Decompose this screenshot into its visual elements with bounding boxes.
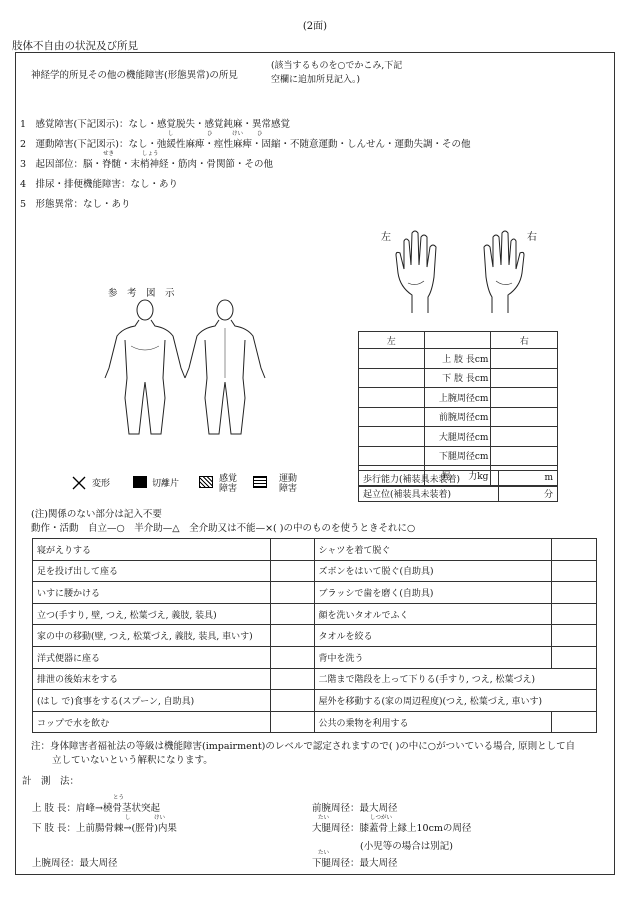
legend-label-motor-1: 運動 [279,474,298,484]
legend-label-motor-2: 障害 [279,484,298,494]
walking-table [358,470,558,502]
adl-activity: 寝がえりする [33,539,271,561]
finding-item-5: 5 形態異常：なし・あり [20,199,131,210]
page-number: (2面) [302,21,328,32]
black-box-icon [133,476,147,488]
table-row [33,560,597,582]
adl-activity: 立つ(手すり, 壁, つえ, 松葉づえ, 義肢, 装具) [33,603,271,625]
method-upper-limb: 上 肢 長：肩峰→橈骨茎状突起 [32,803,160,814]
adl-activity: 足を投げ出して座る [33,560,271,582]
method-upper-arm: 上腕周径：最大周径 [32,858,118,869]
walking-ability-label: 歩行能力(補装具未装着) [359,471,499,487]
adl-activity: ブラッシで歯を磨く(自助具) [314,582,552,604]
hands-diagram [390,225,530,317]
finding-item-4: 4 排尿・排便機能障害：なし・あり [20,179,179,190]
method-forearm: 前腕周径：最大周径 [312,803,398,814]
measurement-table [358,331,558,486]
adl-note-2: 動作・活動 自立—○ 半介助—△ 全介助又は不能—×( )の中のものを使うときそれに○ [31,523,416,534]
measurement-label: 下腿周径cm [424,446,491,466]
ruby-shou: しょう [142,151,159,157]
measurement-header-right: 右 [491,332,558,349]
legend-label-sensory-2: 障害 [219,484,238,494]
ruby-shi: し [168,131,174,137]
finding-item-3: 3 起因部位：脳・脊髄・末梢神経・筋肉・骨関節・その他 [20,159,274,170]
finding-item-1: 1 感覚障害(下記図示)：なし・感覚脱失・感覚鈍麻・異常感覚 [20,119,290,130]
adl-activity: 背中を洗う [314,646,552,668]
measurement-cell[interactable] [359,446,425,466]
adl-table [32,538,597,733]
measurement-cell[interactable] [359,407,425,427]
lines-box-icon [253,476,267,488]
legend-label-amputation: 切離片 [152,479,180,489]
adl-mark-cell[interactable] [270,560,314,582]
section-title: 肢体不自由の状況及び所見 [12,40,138,52]
measurement-cell[interactable] [491,446,558,466]
table-row [33,603,597,625]
ruby-kei-2: けい [154,815,166,821]
impairment-note-2: 立していないという解釈になります。 [52,755,213,766]
adl-mark-cell[interactable] [552,646,597,668]
figure-caption: 参 考 図 示 [108,288,175,299]
ruby-hi-2: ひ [257,131,263,137]
measurement-cell[interactable] [359,427,425,447]
measurement-label: 大腿周径cm [424,427,491,447]
adl-activity: 屋外を移動する(家の周辺程度)(つえ, 松葉づえ, 車いす) [314,690,597,712]
ruby-tou: とう [113,795,125,801]
adl-mark-cell[interactable] [552,560,597,582]
walking-ability-field[interactable]: m [498,471,557,487]
method-thigh: 大腿周径：膝蓋骨上縁上10cmの周径 [312,823,472,834]
measurement-label: 前腕周径cm [424,407,491,427]
measurement-label: 握 力kg [424,466,491,486]
adl-mark-cell[interactable] [270,690,314,712]
adl-mark-cell[interactable] [270,603,314,625]
ruby-kei: けい [232,131,244,137]
adl-activity: 顔を洗いタオルでふく [314,603,552,625]
adl-mark-cell[interactable] [270,668,314,690]
adl-mark-cell[interactable] [270,646,314,668]
method-title: 計 測 法： [22,776,80,787]
ruby-tai: たい [318,815,330,821]
ruby-seki: せき [103,151,115,157]
measurement-label: 下 肢 長cm [424,368,491,388]
adl-activity: 洋式便器に座る [33,646,271,668]
findings-instruction-1: (該当するものを○でかこみ,下記 [271,61,403,71]
findings-heading: 神経学的所見その他の機能障害(形態異常)の所見 [31,70,238,81]
method-lower-leg: 下腿周径：最大周径 [312,858,398,869]
measurement-cell[interactable] [359,388,425,408]
table-row [33,625,597,647]
adl-activity: タオルを絞る [314,625,552,647]
adl-mark-cell[interactable] [552,539,597,561]
adl-mark-cell[interactable] [270,625,314,647]
hand-right-label: 右 [527,232,537,243]
adl-mark-cell[interactable] [270,582,314,604]
ruby-shitsugai: しつがい [370,815,393,821]
adl-activity: いすに腰かける [33,582,271,604]
adl-activity: ズボンをはいて脱ぐ(自助具) [314,560,552,582]
ruby-shi-2: し [125,815,131,821]
measurement-cell[interactable] [491,388,558,408]
adl-mark-cell[interactable] [270,711,314,733]
table-row [33,539,597,561]
legend-label-sensory-1: 感覚 [219,474,238,484]
adl-activity: 二階まで階段を上って下りる(手すり, つえ, 松葉づえ) [314,668,597,690]
adl-mark-cell[interactable] [552,582,597,604]
adl-activity: 公共の乗物を利用する [314,711,552,733]
table-row [33,646,597,668]
adl-note-1: (注)関係のない部分は記入不要 [31,509,162,520]
findings-instruction-2: 空欄に追加所見記入。) [271,75,361,85]
ruby-tai-2: たい [318,850,330,856]
standing-label: 起立位(補装具未装着) [359,486,499,502]
legend-label-deformity: 変形 [92,479,111,489]
table-row [33,668,597,690]
measurement-cell[interactable] [491,349,558,369]
measurement-label: 上腕周径cm [424,388,491,408]
adl-mark-cell[interactable] [552,625,597,647]
measurement-label: 上 肢 長cm [424,349,491,369]
measurement-cell[interactable] [359,368,425,388]
measurement-cell[interactable] [359,349,425,369]
ruby-hi: ひ [207,131,213,137]
finding-item-2: 2 運動障害(下記図示)：なし・弛緩性麻痺・痙性麻痺・固縮・不随意運動・しんせん・運動失調・その他 [20,139,471,150]
adl-mark-cell[interactable] [270,539,314,561]
hand-left-label: 左 [381,232,391,243]
impairment-note-1: 注：身体障害者福祉法の等級は機能障害(impairment)のレベルで認定されますので( )の中に○がついている場合, 原則として自 [31,741,576,752]
adl-activity: 排泄の後始末をする [33,668,271,690]
table-row [33,582,597,604]
table-row [33,711,597,733]
measurement-cell[interactable] [491,427,558,447]
table-row [33,690,597,712]
method-lower-limb: 下 肢 長：上前腸骨棘→(脛骨)内果 [32,823,177,834]
adl-activity: コップで水を飲む [33,711,271,733]
adl-mark-cell[interactable] [552,711,597,733]
standing-field[interactable]: 分 [498,486,557,502]
adl-activity: 家の中の移動(壁, つえ, 松葉づえ, 義肢, 装具, 車いす) [33,625,271,647]
measurement-cell[interactable] [491,368,558,388]
adl-activity: シャツを着て脱ぐ [314,539,552,561]
cross-mark-icon [72,476,86,490]
body-diagram [95,298,275,438]
measurement-cell[interactable] [491,407,558,427]
measurement-header-left: 左 [359,332,425,349]
adl-mark-cell[interactable] [552,603,597,625]
hatch-box-icon [199,476,213,488]
adl-activity: (はし で)食事をする(スプーン, 自助具) [33,690,271,712]
method-child-note: (小児等の場合は別記) [360,841,453,852]
